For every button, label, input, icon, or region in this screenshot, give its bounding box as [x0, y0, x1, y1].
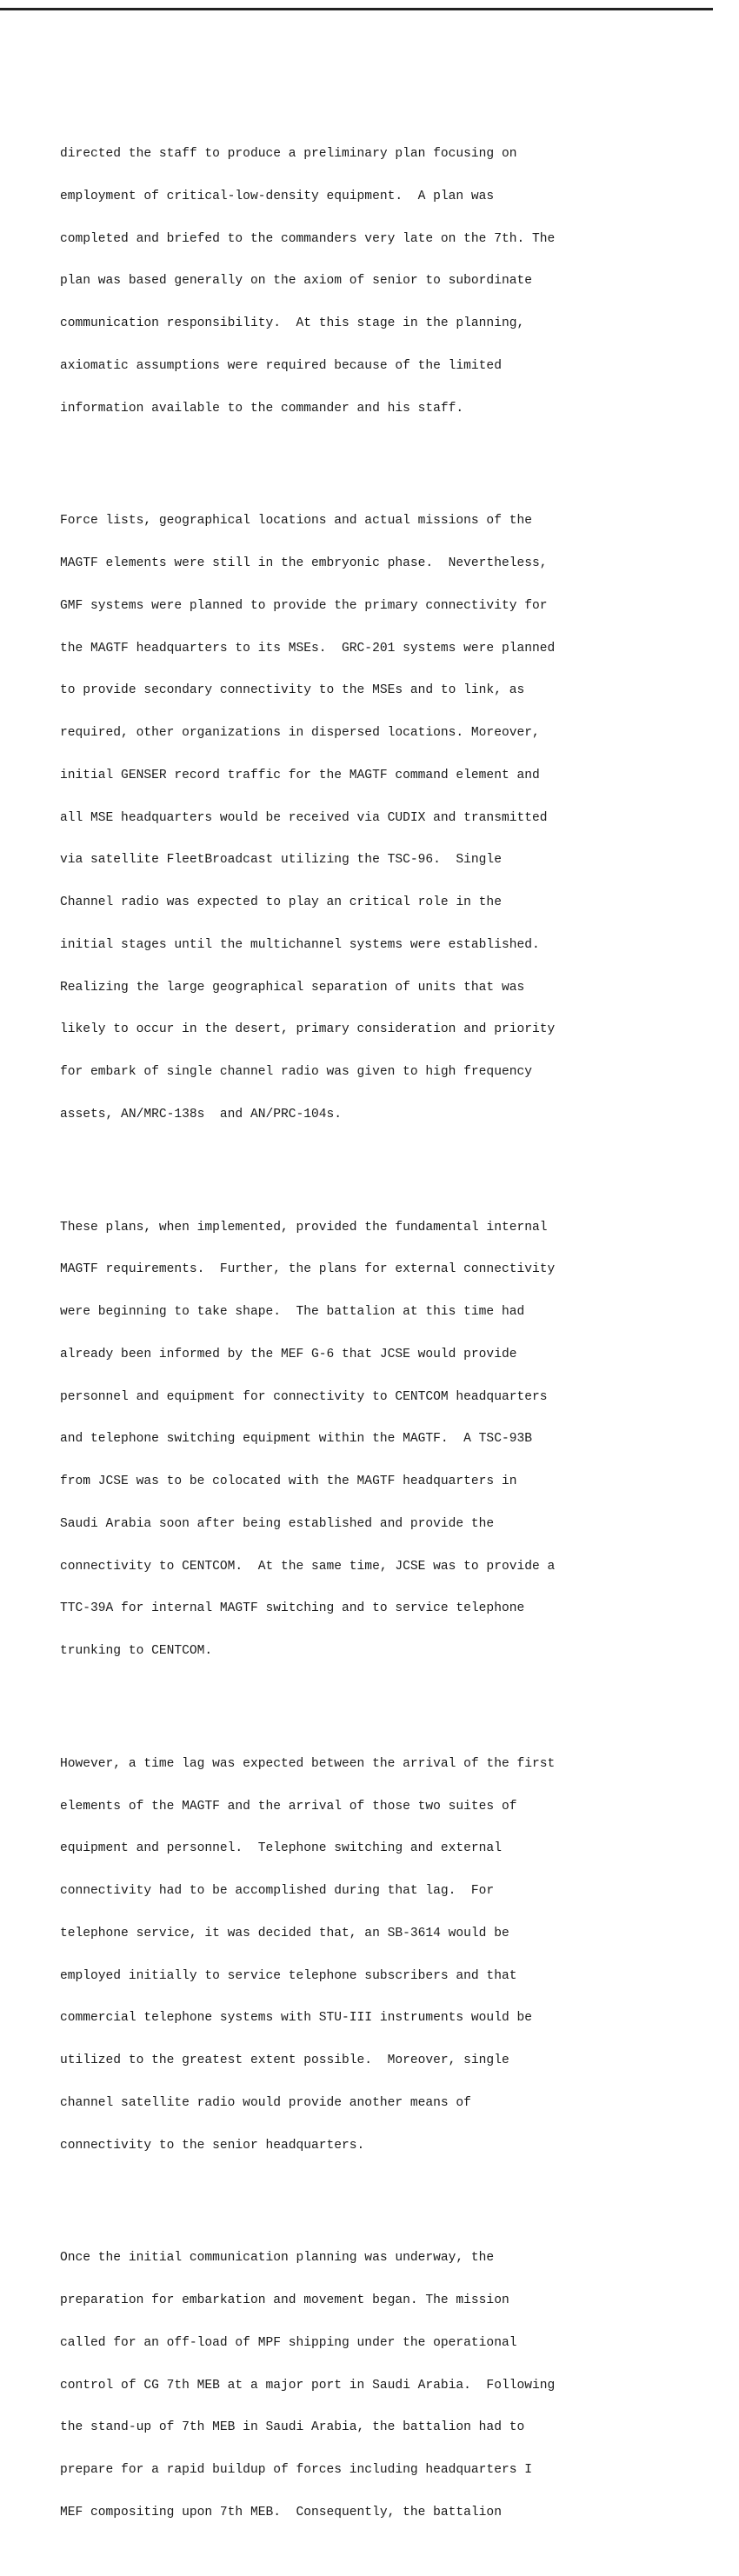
text-line: MAGTF elements were still in the embryonic phase. Nevertheless, — [60, 556, 548, 570]
text-line: required, other organizations in dispersed locations. Moreover, — [60, 726, 540, 740]
text-line: via satellite FleetBroadcast utilizing the TSC-96. Single — [60, 853, 502, 868]
paragraph-5 — [60, 2223, 721, 2548]
text-line: prepare for a rapid buildup of forces including headquarters I — [60, 2463, 532, 2477]
text-line: to provide secondary connectivity to the MSEs and to link, as — [60, 683, 525, 698]
text-line: MEF compositing upon 7th MEB. Consequently, the battalion — [60, 2505, 502, 2519]
text-line: communication responsibility. At this stage in the planning, — [60, 316, 525, 330]
text-line: trunking to CENTCOM. — [60, 1644, 213, 1658]
paragraph-2 — [60, 486, 721, 1150]
text-line: plan was based generally on the axiom of senior to subordinate — [60, 274, 532, 289]
text-line: initial GENSER record traffic for the MAGTF command element and — [60, 768, 540, 782]
text-line: Force lists, geographical locations and actual missions of the — [60, 514, 532, 529]
text-line: telephone service, it was decided that, an SB-3614 would be — [60, 1926, 509, 1940]
text-line: However, a time lag was expected between the arrival of the first — [60, 1756, 556, 1771]
text-line: called for an off-load of MPF shipping under the operational — [60, 2335, 517, 2350]
text-line: connectivity to CENTCOM. At the same time, JCSE was to provide a — [60, 1559, 556, 1574]
top-border-rule — [0, 8, 713, 10]
text-line: from JCSE was to be colocated with the MAGTF headquarters in — [60, 1474, 517, 1488]
text-line: the MAGTF headquarters to its MSEs. GRC-201 systems were planned — [60, 641, 556, 656]
text-line: channel satellite radio would provide another means of — [60, 2095, 471, 2110]
text-line: Once the initial communication planning was underway, the — [60, 2251, 495, 2266]
text-line: already been informed by the MEF G-6 that JCSE would provide — [60, 1347, 517, 1361]
text-line: directed the staff to produce a preliminary plan focusing on — [60, 147, 517, 161]
text-line: commercial telephone systems with STU-III instruments would be — [60, 2011, 532, 2026]
text-line: connectivity to the senior headquarters. — [60, 2138, 365, 2153]
paragraph-1 — [60, 119, 721, 444]
text-line: Realizing the large geographical separation of units that was — [60, 980, 525, 995]
text-line: assets, AN/MRC-138s and AN/PRC-104s. — [60, 1107, 343, 1122]
text-line: for embark of single channel radio was given to high frequency — [60, 1065, 532, 1079]
text-line: employed initially to service telephone subscribers and that — [60, 1968, 517, 1983]
text-line: were beginning to take shape. The battalion at this time had — [60, 1305, 525, 1319]
text-line: MAGTF requirements. Further, the plans for external connectivity — [60, 1262, 556, 1277]
text-line: information available to the commander and his staff. — [60, 401, 464, 416]
document-body — [60, 90, 721, 2576]
text-line: equipment and personnel. Telephone switching and external — [60, 1841, 502, 1856]
text-line: Channel radio was expected to play an critical role in the — [60, 895, 502, 909]
text-line: elements of the MAGTF and the arrival of those two suites of — [60, 1799, 517, 1814]
text-line: the stand-up of 7th MEB in Saudi Arabia, the battalion had to — [60, 2420, 525, 2435]
text-line: and telephone switching equipment within the MAGTF. A TSC-93B — [60, 1432, 532, 1447]
paragraph-3 — [60, 1192, 721, 1687]
text-line: Saudi Arabia soon after being established and provide the — [60, 1516, 495, 1531]
text-line: initial stages until the multichannel systems were established. — [60, 937, 540, 952]
text-line: preparation for embarkation and movement began. The mission — [60, 2293, 509, 2307]
text-line: control of CG 7th MEB at a major port in Saudi Arabia. Following — [60, 2378, 556, 2393]
text-line: GMF systems were planned to provide the primary connectivity for — [60, 598, 548, 613]
text-line: axiomatic assumptions were required because of the limited — [60, 358, 502, 373]
text-line: personnel and equipment for connectivity to CENTCOM headquarters — [60, 1389, 548, 1404]
text-line: TTC-39A for internal MAGTF switching and to service telephone — [60, 1601, 525, 1616]
text-line: connectivity had to be accomplished during that lag. For — [60, 1884, 495, 1898]
text-line: all MSE headquarters would be received via CUDIX and transmitted — [60, 810, 548, 825]
text-line: likely to occur in the desert, primary consideration and priority — [60, 1022, 556, 1037]
text-line: employment of critical-low-density equipment. A plan was — [60, 189, 495, 203]
text-line: utilized to the greatest extent possible. Moreover, single — [60, 2053, 509, 2067]
paragraph-4 — [60, 1728, 721, 2180]
text-line: These plans, when implemented, provided the fundamental internal — [60, 1220, 548, 1235]
text-line: completed and briefed to the commanders very late on the 7th. The — [60, 231, 556, 246]
